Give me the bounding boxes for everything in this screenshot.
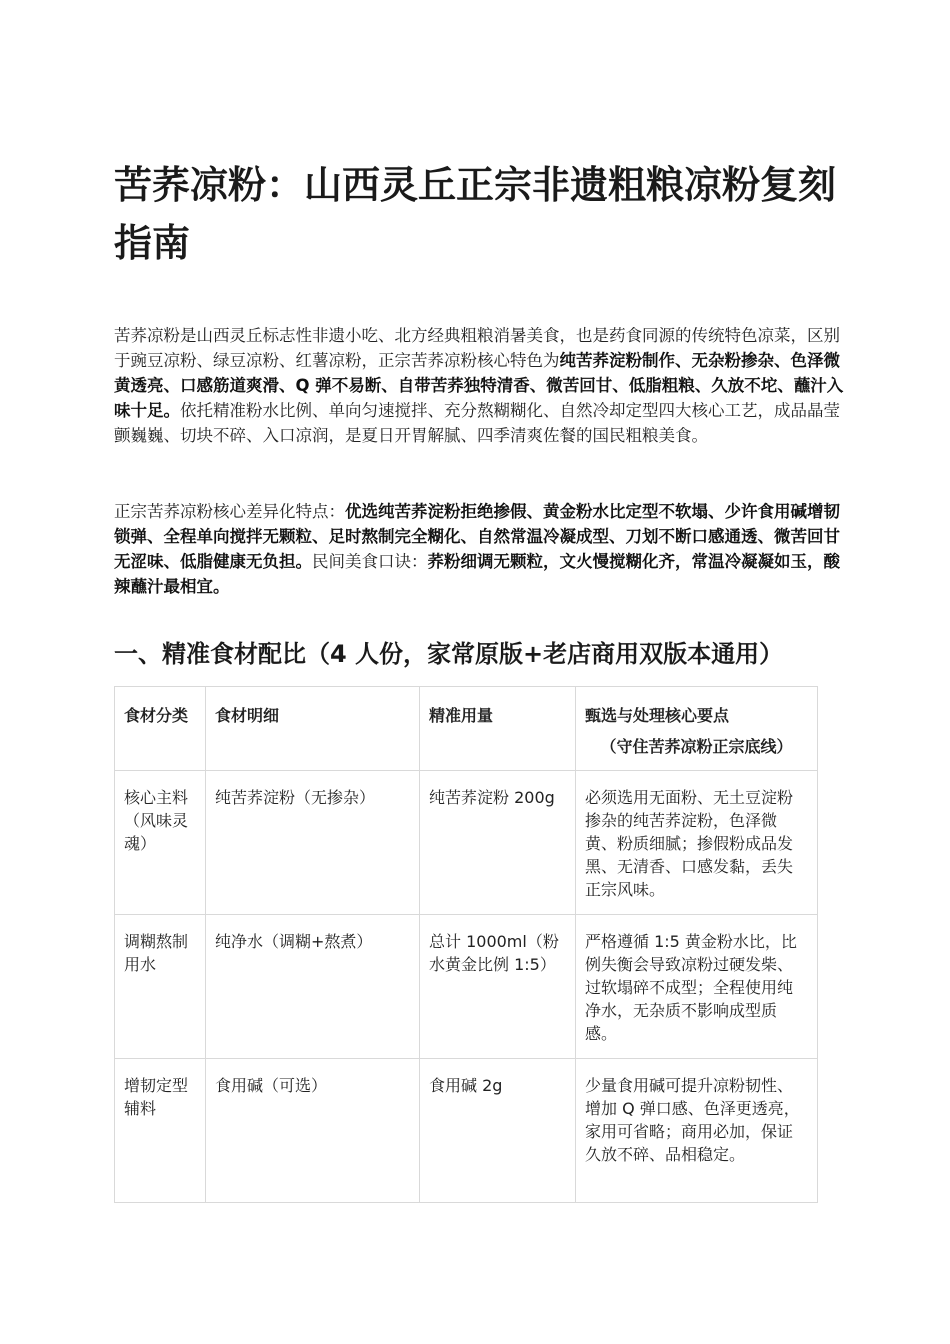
header-note <box>576 687 818 771</box>
table-row <box>115 1059 818 1203</box>
intro-text-1: 苦荞凉粉是山西灵丘标志性非遗小吃、北方经典粗粮消暑美食，也是药食同源的传统特色凉菜，区别于豌豆凉粉、绿豆凉粉、红薯凉粉，正宗苦荞凉粉核心特色为 <box>114 326 840 370</box>
features-text-1: 正宗苦荞凉粉核心差异化特点： <box>114 502 345 521</box>
cell-item: 食用碱（可选） <box>206 1059 420 1203</box>
cell-amount: 食用碱 2g <box>420 1059 576 1203</box>
cell-note: 少量食用碱可提升凉粉韧性、增加 Q 弹口感、色泽更透亮，家用可省略；商用必加，保证久放不碎、品相稳定。 <box>576 1059 818 1203</box>
cell-note: 严格遵循 1:5 黄金粉水比，比例失衡会导致凉粉过硬发柴、过软塌碎不成型；全程使用纯净水，无杂质不影响成型质感。 <box>576 915 818 1059</box>
cell-amount: 纯苦荞淀粉 200g <box>420 771 576 915</box>
cell-amount: 总计 1000ml（粉水黄金比例 1:5） <box>420 915 576 1059</box>
header-note-sub: （守住苦荞凉粉正宗底线） <box>600 737 793 756</box>
header-item: 食材明细 <box>206 687 420 771</box>
page-title: 苦荞凉粉：山西灵丘正宗非遗粗粮凉粉复刻指南 <box>114 163 837 265</box>
table-header-row <box>115 687 818 771</box>
intro-bold-1: 纯苦荞淀粉制作、无杂粉掺杂、色泽微黄透亮、口感筋道爽滑、Q 弹不易断、自带苦荞独特清香、微苦回甘、低脂粗粮、久放不坨、蘸汁入味十足。 <box>114 351 844 420</box>
table-row <box>115 915 818 1059</box>
cell-category: 增韧定型辅料 <box>115 1059 206 1203</box>
cell-category: 核心主料（风味灵魂） <box>115 771 206 915</box>
features-bold-1: 优选纯苦荞淀粉拒绝掺假、黄金粉水比定型不软塌、少许食用碱增韧锁弹、全程单向搅拌无颗粒、足时熬制完全糊化、自然常温冷凝成型、刀划不断口感通透、微苦回甘无涩味、低脂健康无负担。 <box>114 502 840 571</box>
intro-paragraph <box>114 323 844 448</box>
section-heading: 一、精准食材配比（4 人份，家常原版+老店商用双版本通用） <box>114 640 784 668</box>
intro-text-2: 依托精准粉水比例、单向匀速搅拌、充分熬糊糊化、自然冷却定型四大核心工艺，成品晶莹颤巍巍、切块不碎、入口凉润，是夏日开胃解腻、四季清爽佐餐的国民粗粮美食。 <box>114 401 840 445</box>
cell-item: 纯苦荞淀粉（无掺杂） <box>206 771 420 915</box>
header-category: 食材分类 <box>115 687 206 771</box>
cell-item: 纯净水（调糊+熬煮） <box>206 915 420 1059</box>
cell-note: 必须选用无面粉、无土豆淀粉掺杂的纯苦荞淀粉，色泽微黄、粉质细腻；掺假粉成品发黑、无清香、口感发黏，丢失正宗风味。 <box>576 771 818 915</box>
ingredients-table <box>114 686 818 1203</box>
features-text-2: 民间美食口诀： <box>312 552 428 571</box>
table-row <box>115 771 818 915</box>
cell-category: 调糊熬制用水 <box>115 915 206 1059</box>
header-amount: 精准用量 <box>420 687 576 771</box>
header-note-label: 甄选与处理核心要点 <box>585 706 730 725</box>
features-paragraph <box>114 499 844 599</box>
features-bold-2: 荞粉细调无颗粒，文火慢搅糊化齐，常温冷凝凝如玉，酸辣蘸汁最相宜。 <box>114 552 840 596</box>
